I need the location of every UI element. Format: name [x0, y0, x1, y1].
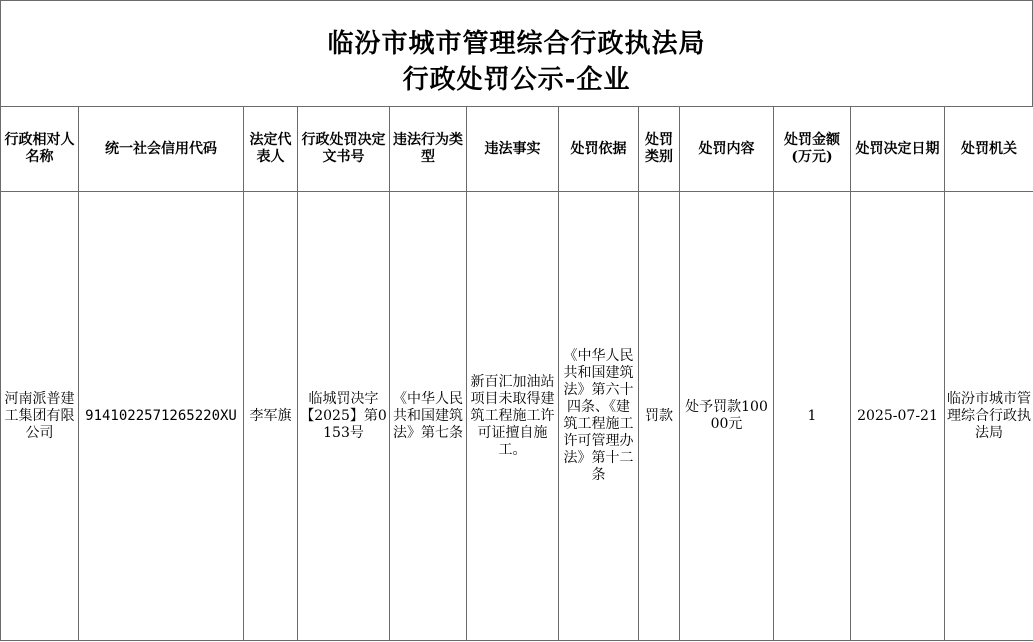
column-header: 处罚机关	[945, 107, 1033, 192]
basis-cell: 《中华人民共和国建筑法》第六十四条、《建筑工程施工许可管理办法》第十二条	[559, 192, 639, 641]
page-subtitle: 行政处罚公示-企业	[402, 65, 631, 95]
page-title: 临汾市城市管理综合行政执法局	[327, 29, 706, 59]
column-header: 违法行为类型	[390, 107, 467, 192]
content-cell: 处予罚款10000元	[680, 192, 774, 641]
table-row	[1, 192, 1033, 641]
title-area	[0, 0, 1033, 107]
credit-code-cell: 9141022571265220XU	[79, 192, 244, 641]
authority-cell: 临汾市城市管理综合行政执法局	[945, 192, 1033, 641]
column-header: 法定代表人	[244, 107, 298, 192]
column-header: 违法事实	[467, 107, 559, 192]
column-header: 处罚决定日期	[851, 107, 945, 192]
column-header: 统一社会信用代码	[79, 107, 244, 192]
facts-cell: 新百汇加油站项目未取得建筑工程施工许可证擅自施工。	[467, 192, 559, 641]
column-header: 处罚依据	[559, 107, 639, 192]
violation-type-cell: 《中华人民共和国建筑法》第七条	[390, 192, 467, 641]
column-header: 行政相对人名称	[1, 107, 79, 192]
date-cell: 2025-07-21	[851, 192, 945, 641]
column-header: 行政处罚决定文书号	[298, 107, 390, 192]
column-header: 处罚类别	[639, 107, 680, 192]
legal-rep-cell: 李军旗	[244, 192, 298, 641]
party-name-cell: 河南派普建工集团有限公司	[1, 192, 79, 641]
table-header-row	[1, 107, 1033, 192]
penalty-table	[0, 106, 1033, 641]
category-cell: 罚款	[639, 192, 680, 641]
column-header: 处罚内容	[680, 107, 774, 192]
decision-no-cell: 临城罚决字【2025】第0153号	[298, 192, 390, 641]
column-header: 处罚金额(万元)	[774, 107, 851, 192]
amount-cell: 1	[774, 192, 851, 641]
